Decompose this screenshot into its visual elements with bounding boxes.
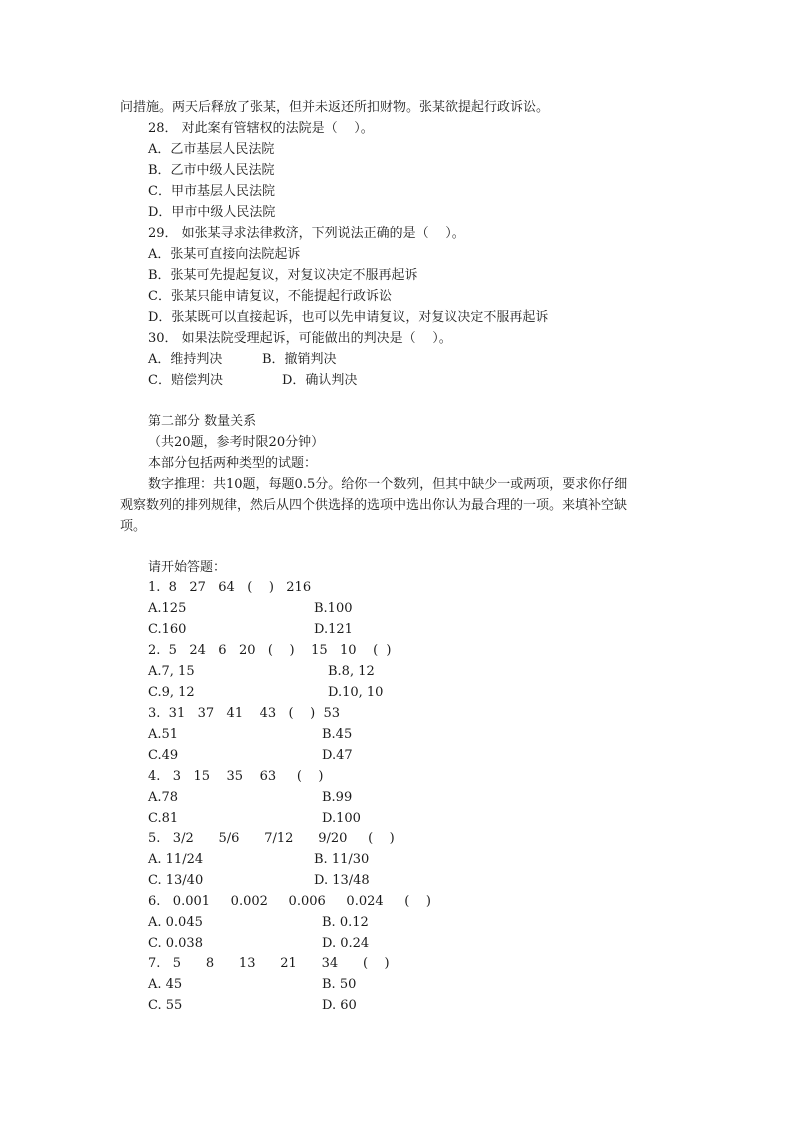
series-question-1-stem: 1. 8 27 64 ( ) 216 (148, 580, 312, 595)
series-question-7-option-a: A. 45 (148, 977, 183, 992)
series-question-5-option-b: B. 11/30 (314, 852, 370, 867)
series-question-4-option-b: B.99 (322, 790, 353, 805)
series-question-7-option-c: C. 55 (148, 998, 183, 1013)
rule-text-line-1: 数字推理：共10题，每题0.5分。给你一个数列，但其中缺少一或两项，要求你仔细 (148, 477, 628, 492)
question-29-option-c: C．张某只能申请复议，不能提起行政诉讼 (148, 289, 392, 304)
series-question-1-option-b: B.100 (314, 601, 353, 616)
question-28-option-d: D．甲市中级人民法院 (148, 205, 276, 220)
question-29-option-b: B．张某可先提起复议，对复议决定不服再起诉 (148, 268, 418, 283)
series-question-6-stem: 6. 0.001 0.002 0.006 0.024 ( ) (148, 894, 431, 909)
series-question-2-stem: 2. 5 24 6 20 ( ) 15 10 ( ) (148, 643, 392, 658)
rule-text-line-2: 观察数列的排列规律，然后从四个供选择的选项中选出你认为最合理的一项。来填补空缺 (120, 498, 628, 513)
series-question-6-option-d: D. 0.24 (322, 936, 370, 951)
question-30-option-a: A．维持判决 (148, 352, 223, 367)
question-29-stem: 29． 如张某寻求法律救济，下列说法正确的是（ ）。 (148, 226, 465, 241)
question-30-option-b: B．撤销判决 (262, 352, 337, 367)
series-question-5-stem: 5. 3/2 5/6 7/12 9/20 ( ) (148, 831, 395, 846)
series-question-4-option-a: A.78 (148, 790, 179, 805)
question-29-option-a: A．张某可直接向法院起诉 (148, 247, 301, 262)
series-question-2-option-d: D.10, 10 (328, 685, 384, 700)
series-question-3-option-a: A.51 (148, 727, 179, 742)
series-question-3-option-d: D.47 (322, 748, 353, 763)
series-question-6-option-b: B. 0.12 (322, 915, 369, 930)
series-question-1-option-a: A.125 (148, 601, 187, 616)
series-question-2-option-b: B.8, 12 (328, 664, 375, 679)
question-28-option-b: B．乙市中级人民法院 (148, 163, 275, 178)
question-28-option-c: C．甲市基层人民法院 (148, 184, 275, 199)
series-question-5-option-a: A. 11/24 (148, 852, 204, 867)
series-question-1-option-c: C.160 (148, 622, 187, 637)
series-question-5-option-c: C. 13/40 (148, 873, 204, 888)
question-29-option-d: D．张某既可以直接起诉，也可以先申请复议，对复议决定不服再起诉 (148, 310, 549, 325)
series-question-3-option-c: C.49 (148, 748, 179, 763)
series-question-5-option-d: D. 13/48 (314, 873, 370, 888)
question-30-stem: 30． 如果法院受理起诉，可能做出的判决是（ ）。 (148, 331, 452, 346)
series-question-6-option-c: C. 0.038 (148, 936, 203, 951)
series-question-7-stem: 7. 5 8 13 21 34 ( ) (148, 956, 390, 971)
question-30-option-c: C．赔偿判决 (148, 373, 223, 388)
start-prompt: 请开始答题： (148, 560, 227, 575)
series-question-3-option-b: B.45 (322, 727, 353, 742)
series-question-4-option-c: C.81 (148, 811, 179, 826)
question-28-option-a: A．乙市基层人民法院 (148, 142, 275, 157)
series-question-7-option-d: D. 60 (322, 998, 357, 1013)
series-question-6-option-a: A. 0.045 (148, 915, 203, 930)
series-question-3-stem: 3. 31 37 41 43 ( ) 53 (148, 706, 341, 721)
series-question-2-option-c: C.9, 12 (148, 685, 195, 700)
series-question-7-option-b: B. 50 (322, 977, 357, 992)
case-text-tail: 问措施。两天后释放了张某，但并未返还所扣财物。张某欲提起行政诉讼。 (120, 100, 550, 115)
question-30-option-d: D．确认判决 (282, 373, 358, 388)
section-title: 第二部分 数量关系 (148, 414, 257, 429)
series-question-4-stem: 4. 3 15 35 63 ( ) (148, 769, 324, 784)
section-description: 本部分包括两种类型的试题： (148, 456, 318, 471)
series-question-1-option-d: D.121 (314, 622, 353, 637)
series-question-2-option-a: A.7, 15 (148, 664, 195, 679)
series-question-4-option-d: D.100 (322, 811, 361, 826)
section-subtitle: （共20题，参考时限20分钟） (148, 435, 325, 450)
rule-text-line-3: 项。 (120, 519, 147, 534)
question-28-stem: 28． 对此案有管辖权的法院是（ ）。 (148, 121, 374, 136)
